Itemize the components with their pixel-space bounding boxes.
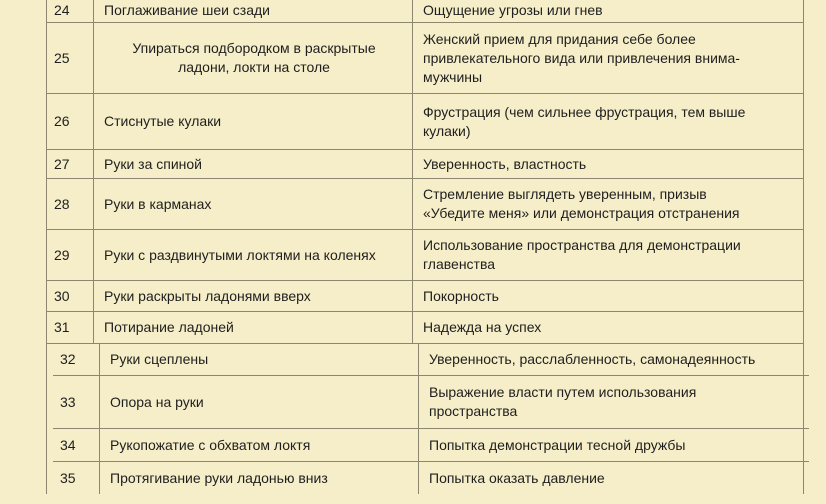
gesture-cell: Руки за спиной <box>94 150 413 178</box>
table-row <box>53 429 809 462</box>
table-row <box>47 150 803 179</box>
table-row <box>53 462 809 494</box>
row-number: 32 <box>53 344 100 375</box>
row-number: 27 <box>47 150 94 178</box>
row-number: 26 <box>47 94 94 149</box>
gesture-cell: Рукопожатие с обхватом локтя <box>100 429 419 461</box>
row-number: 34 <box>53 429 100 461</box>
gesture-table <box>46 0 804 494</box>
row-number: 24 <box>47 0 94 22</box>
meaning-cell: Попытка демонстрации тесной дружбы <box>429 436 686 453</box>
meaning-cell: Стремление выглядеть уверенным, призыв «Убедите меня» или демонстрация отстранения <box>423 186 740 221</box>
table-row <box>47 0 803 23</box>
table-row <box>47 94 803 150</box>
meaning-cell: Уверенность, расслабленность, самонадеянность <box>429 351 756 367</box>
row-number: 28 <box>47 179 94 229</box>
row-number: 35 <box>53 462 100 494</box>
gesture-cell: Протягивание руки ладонью вниз <box>100 462 419 494</box>
table-row <box>53 376 809 429</box>
table-row <box>47 230 803 281</box>
gesture-cell: Потирание ладоней <box>94 312 413 343</box>
meaning-cell: Попытка оказать давление <box>429 469 605 486</box>
gesture-cell: Руки сцеплены <box>100 344 419 375</box>
meaning-cell: Ощущение угрозы или гнев <box>423 1 603 18</box>
table-row <box>47 23 803 94</box>
row-number: 25 <box>47 23 94 93</box>
table-row <box>47 179 803 230</box>
gesture-cell: Руки с раздвинутыми локтями на коленях <box>94 230 413 280</box>
gesture-cell: Руки раскрыты ладонями вверх <box>94 281 413 311</box>
gesture-cell: Опора на руки <box>100 376 419 428</box>
table-row <box>53 344 809 376</box>
meaning-cell: Надежда на успех <box>423 319 542 335</box>
gesture-cell: Стиснутые кулаки <box>94 94 413 149</box>
meaning-cell: Фрустрация (чем сильнее фрустрация, тем выше кулаки) <box>423 103 746 139</box>
row-number: 33 <box>53 376 100 428</box>
row-number: 29 <box>47 230 94 280</box>
meaning-cell: Покорность <box>423 287 499 304</box>
gesture-cell: Руки в карманах <box>94 179 413 229</box>
row-number: 31 <box>47 312 94 343</box>
gesture-cell: Поглаживание шеи сзади <box>94 0 413 22</box>
gesture-cell: Упираться подбородком в раскрытые ладони, локти на столе <box>94 23 413 93</box>
meaning-cell: Использование пространства для демонстрации главенства <box>423 237 741 272</box>
meaning-cell: Выражение власти путем использования пространства <box>429 384 697 419</box>
meaning-cell: Уверенность, властность <box>423 155 587 172</box>
table-row <box>47 312 803 344</box>
table-row <box>47 281 803 312</box>
row-number: 30 <box>47 281 94 311</box>
meaning-cell: Женский прием для придания себе более привлекательного вида или привлечения внима- мужчины <box>423 30 740 85</box>
